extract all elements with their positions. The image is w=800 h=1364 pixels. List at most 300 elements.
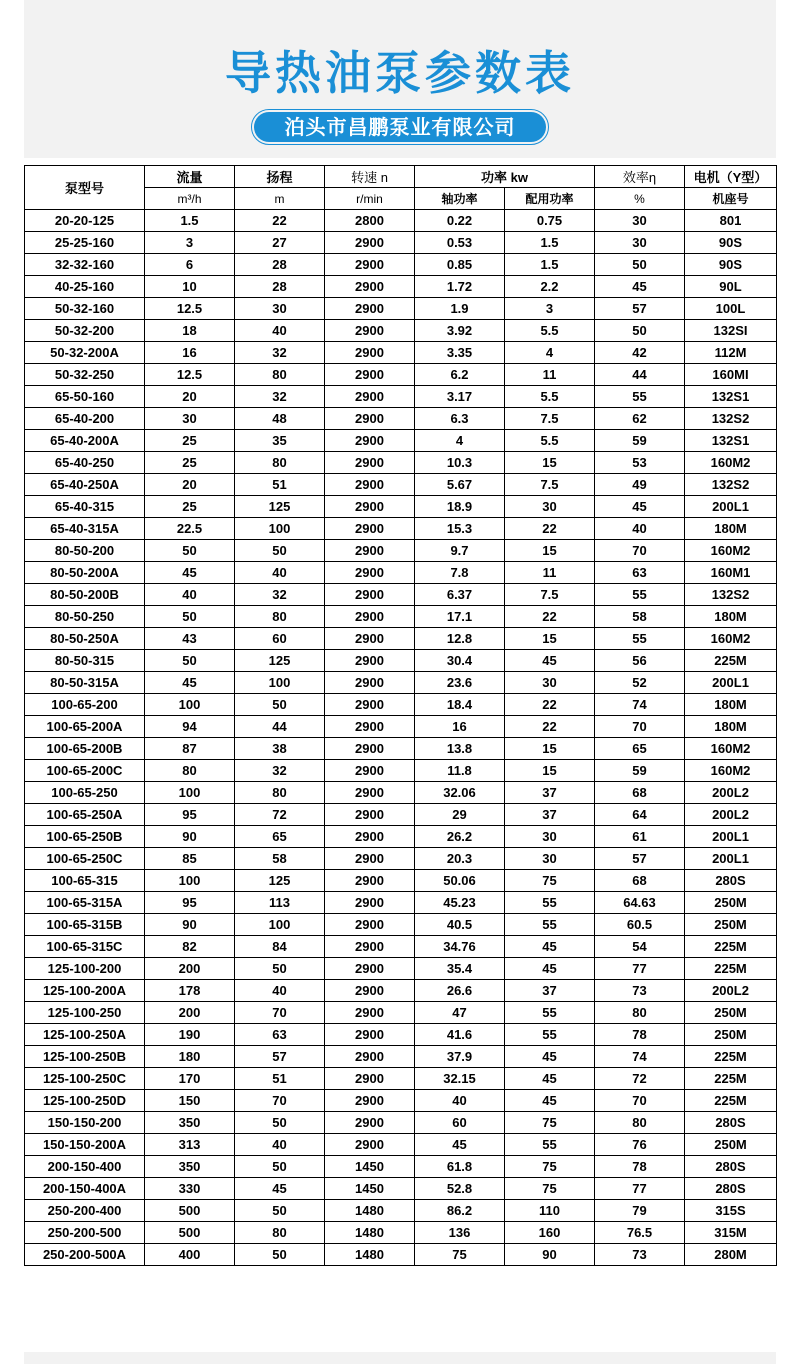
- cell-model: 125-100-250C: [25, 1068, 145, 1090]
- header-flow-unit: m³/h: [145, 188, 235, 210]
- cell-shaft-power: 7.8: [415, 562, 505, 584]
- cell-frame: 90S: [685, 254, 777, 276]
- cell-frame: 225M: [685, 1046, 777, 1068]
- cell-flow: 170: [145, 1068, 235, 1090]
- cell-head: 48: [235, 408, 325, 430]
- cell-model: 50-32-200: [25, 320, 145, 342]
- cell-shaft-power: 1.72: [415, 276, 505, 298]
- cell-shaft-power: 45.23: [415, 892, 505, 914]
- cell-model: 200-150-400A: [25, 1178, 145, 1200]
- cell-matched-power: 4: [505, 342, 595, 364]
- cell-efficiency: 64: [595, 804, 685, 826]
- cell-speed: 2900: [325, 716, 415, 738]
- cell-matched-power: 30: [505, 672, 595, 694]
- cell-shaft-power: 45: [415, 1134, 505, 1156]
- cell-flow: 200: [145, 1002, 235, 1024]
- table-row: [25, 848, 777, 870]
- cell-efficiency: 63: [595, 562, 685, 584]
- cell-flow: 25: [145, 496, 235, 518]
- cell-matched-power: 5.5: [505, 386, 595, 408]
- cell-flow: 100: [145, 782, 235, 804]
- cell-flow: 3: [145, 232, 235, 254]
- cell-efficiency: 55: [595, 628, 685, 650]
- cell-efficiency: 55: [595, 386, 685, 408]
- table-row: [25, 430, 777, 452]
- cell-matched-power: 5.5: [505, 430, 595, 452]
- cell-head: 70: [235, 1090, 325, 1112]
- cell-model: 125-100-200A: [25, 980, 145, 1002]
- cell-efficiency: 42: [595, 342, 685, 364]
- cell-shaft-power: 0.85: [415, 254, 505, 276]
- cell-flow: 50: [145, 606, 235, 628]
- cell-matched-power: 22: [505, 518, 595, 540]
- cell-matched-power: 5.5: [505, 320, 595, 342]
- cell-matched-power: 45: [505, 1090, 595, 1112]
- table-row: [25, 892, 777, 914]
- cell-frame: 250M: [685, 1002, 777, 1024]
- cell-speed: 2900: [325, 430, 415, 452]
- cell-shaft-power: 18.9: [415, 496, 505, 518]
- header-frame: 机座号: [685, 188, 777, 210]
- cell-shaft-power: 26.6: [415, 980, 505, 1002]
- cell-matched-power: 7.5: [505, 474, 595, 496]
- cell-shaft-power: 0.53: [415, 232, 505, 254]
- cell-speed: 2900: [325, 1112, 415, 1134]
- cell-flow: 50: [145, 540, 235, 562]
- cell-frame: 315S: [685, 1200, 777, 1222]
- cell-matched-power: 55: [505, 1134, 595, 1156]
- cell-efficiency: 30: [595, 232, 685, 254]
- cell-efficiency: 74: [595, 694, 685, 716]
- cell-frame: 180M: [685, 694, 777, 716]
- cell-speed: 2900: [325, 1090, 415, 1112]
- cell-speed: 1480: [325, 1222, 415, 1244]
- cell-model: 65-40-200A: [25, 430, 145, 452]
- cell-efficiency: 77: [595, 1178, 685, 1200]
- cell-head: 50: [235, 540, 325, 562]
- cell-speed: 2900: [325, 254, 415, 276]
- cell-model: 20-20-125: [25, 210, 145, 232]
- cell-matched-power: 22: [505, 716, 595, 738]
- cell-efficiency: 77: [595, 958, 685, 980]
- table-row: [25, 1068, 777, 1090]
- cell-model: 100-65-250C: [25, 848, 145, 870]
- cell-head: 100: [235, 672, 325, 694]
- cell-matched-power: 160: [505, 1222, 595, 1244]
- cell-speed: 2800: [325, 210, 415, 232]
- cell-speed: 1450: [325, 1156, 415, 1178]
- cell-head: 80: [235, 364, 325, 386]
- page-title: 导热油泵参数表: [225, 46, 575, 100]
- table-row: [25, 958, 777, 980]
- table-row: [25, 1046, 777, 1068]
- cell-matched-power: 45: [505, 1046, 595, 1068]
- cell-speed: 2900: [325, 298, 415, 320]
- cell-flow: 500: [145, 1200, 235, 1222]
- cell-efficiency: 68: [595, 870, 685, 892]
- cell-flow: 45: [145, 672, 235, 694]
- cell-speed: 2900: [325, 364, 415, 386]
- table-row: [25, 606, 777, 628]
- cell-model: 50-32-250: [25, 364, 145, 386]
- cell-matched-power: 110: [505, 1200, 595, 1222]
- cell-flow: 190: [145, 1024, 235, 1046]
- cell-flow: 43: [145, 628, 235, 650]
- cell-speed: 1480: [325, 1244, 415, 1266]
- table-row: [25, 782, 777, 804]
- cell-efficiency: 72: [595, 1068, 685, 1090]
- cell-model: 50-32-160: [25, 298, 145, 320]
- cell-matched-power: 45: [505, 650, 595, 672]
- cell-efficiency: 80: [595, 1112, 685, 1134]
- header-row-1: [25, 166, 777, 188]
- table-row: [25, 1200, 777, 1222]
- cell-frame: 132S1: [685, 386, 777, 408]
- cell-head: 30: [235, 298, 325, 320]
- cell-frame: 132SI: [685, 320, 777, 342]
- cell-model: 125-100-250B: [25, 1046, 145, 1068]
- cell-efficiency: 64.63: [595, 892, 685, 914]
- cell-flow: 12.5: [145, 364, 235, 386]
- cell-frame: 100L: [685, 298, 777, 320]
- cell-head: 100: [235, 914, 325, 936]
- cell-shaft-power: 32.06: [415, 782, 505, 804]
- cell-speed: 2900: [325, 628, 415, 650]
- cell-matched-power: 55: [505, 1024, 595, 1046]
- header-motor: 电机（Y型）: [685, 166, 777, 188]
- cell-matched-power: 0.75: [505, 210, 595, 232]
- cell-head: 32: [235, 386, 325, 408]
- cell-frame: 801: [685, 210, 777, 232]
- cell-head: 80: [235, 1222, 325, 1244]
- cell-shaft-power: 41.6: [415, 1024, 505, 1046]
- cell-frame: 160MI: [685, 364, 777, 386]
- cell-flow: 100: [145, 694, 235, 716]
- cell-flow: 82: [145, 936, 235, 958]
- cell-efficiency: 56: [595, 650, 685, 672]
- cell-model: 200-150-400: [25, 1156, 145, 1178]
- cell-flow: 400: [145, 1244, 235, 1266]
- cell-matched-power: 30: [505, 826, 595, 848]
- cell-speed: 2900: [325, 606, 415, 628]
- cell-matched-power: 7.5: [505, 584, 595, 606]
- cell-efficiency: 80: [595, 1002, 685, 1024]
- cell-frame: 250M: [685, 892, 777, 914]
- cell-speed: 2900: [325, 650, 415, 672]
- cell-efficiency: 54: [595, 936, 685, 958]
- cell-head: 38: [235, 738, 325, 760]
- table-row: [25, 320, 777, 342]
- cell-flow: 22.5: [145, 518, 235, 540]
- cell-model: 100-65-200A: [25, 716, 145, 738]
- cell-head: 40: [235, 1134, 325, 1156]
- cell-frame: 225M: [685, 1090, 777, 1112]
- table-row: [25, 804, 777, 826]
- cell-speed: 2900: [325, 232, 415, 254]
- cell-frame: 280S: [685, 1178, 777, 1200]
- cell-flow: 85: [145, 848, 235, 870]
- cell-efficiency: 76: [595, 1134, 685, 1156]
- header-speed-unit: r/min: [325, 188, 415, 210]
- cell-head: 51: [235, 1068, 325, 1090]
- cell-model: 125-100-250: [25, 1002, 145, 1024]
- header-head: 扬程: [235, 166, 325, 188]
- cell-head: 80: [235, 452, 325, 474]
- cell-matched-power: 55: [505, 892, 595, 914]
- cell-frame: 160M2: [685, 540, 777, 562]
- cell-speed: 2900: [325, 694, 415, 716]
- cell-head: 50: [235, 1244, 325, 1266]
- cell-speed: 2900: [325, 1068, 415, 1090]
- table-row: [25, 738, 777, 760]
- cell-shaft-power: 23.6: [415, 672, 505, 694]
- cell-head: 84: [235, 936, 325, 958]
- cell-efficiency: 61: [595, 826, 685, 848]
- cell-model: 80-50-200: [25, 540, 145, 562]
- cell-shaft-power: 9.7: [415, 540, 505, 562]
- cell-model: 250-200-500: [25, 1222, 145, 1244]
- cell-frame: 180M: [685, 606, 777, 628]
- cell-model: 100-65-200C: [25, 760, 145, 782]
- cell-model: 125-100-250D: [25, 1090, 145, 1112]
- cell-efficiency: 73: [595, 1244, 685, 1266]
- cell-flow: 90: [145, 914, 235, 936]
- cell-frame: 200L1: [685, 826, 777, 848]
- cell-model: 100-65-200: [25, 694, 145, 716]
- cell-flow: 150: [145, 1090, 235, 1112]
- cell-model: 100-65-315B: [25, 914, 145, 936]
- cell-speed: 2900: [325, 342, 415, 364]
- table-row: [25, 1156, 777, 1178]
- cell-flow: 10: [145, 276, 235, 298]
- cell-frame: 200L1: [685, 496, 777, 518]
- cell-model: 250-200-500A: [25, 1244, 145, 1266]
- cell-shaft-power: 60: [415, 1112, 505, 1134]
- cell-frame: 315M: [685, 1222, 777, 1244]
- cell-shaft-power: 13.8: [415, 738, 505, 760]
- cell-flow: 350: [145, 1112, 235, 1134]
- cell-speed: 2900: [325, 1046, 415, 1068]
- cell-model: 65-40-315A: [25, 518, 145, 540]
- cell-shaft-power: 3.35: [415, 342, 505, 364]
- table-row: [25, 914, 777, 936]
- cell-head: 113: [235, 892, 325, 914]
- cell-flow: 40: [145, 584, 235, 606]
- cell-efficiency: 74: [595, 1046, 685, 1068]
- cell-efficiency: 57: [595, 298, 685, 320]
- cell-head: 58: [235, 848, 325, 870]
- cell-head: 28: [235, 276, 325, 298]
- cell-shaft-power: 15.3: [415, 518, 505, 540]
- cell-model: 80-50-200A: [25, 562, 145, 584]
- cell-head: 125: [235, 496, 325, 518]
- cell-shaft-power: 1.9: [415, 298, 505, 320]
- cell-model: 150-150-200: [25, 1112, 145, 1134]
- cell-shaft-power: 18.4: [415, 694, 505, 716]
- table-row: [25, 254, 777, 276]
- cell-efficiency: 40: [595, 518, 685, 540]
- table-row: [25, 408, 777, 430]
- cell-shaft-power: 10.3: [415, 452, 505, 474]
- cell-shaft-power: 3.92: [415, 320, 505, 342]
- cell-speed: 2900: [325, 980, 415, 1002]
- cell-head: 50: [235, 1200, 325, 1222]
- cell-frame: 160M2: [685, 760, 777, 782]
- cell-shaft-power: 6.37: [415, 584, 505, 606]
- cell-matched-power: 75: [505, 870, 595, 892]
- cell-speed: 2900: [325, 826, 415, 848]
- cell-matched-power: 37: [505, 980, 595, 1002]
- cell-shaft-power: 6.2: [415, 364, 505, 386]
- cell-speed: 2900: [325, 1002, 415, 1024]
- cell-matched-power: 22: [505, 606, 595, 628]
- header-flow: 流量: [145, 166, 235, 188]
- table-row: [25, 1178, 777, 1200]
- cell-frame: 160M2: [685, 452, 777, 474]
- cell-shaft-power: 12.8: [415, 628, 505, 650]
- cell-flow: 87: [145, 738, 235, 760]
- cell-model: 100-65-315C: [25, 936, 145, 958]
- header-shaft-power: 轴功率: [415, 188, 505, 210]
- cell-frame: 132S2: [685, 474, 777, 496]
- cell-matched-power: 90: [505, 1244, 595, 1266]
- cell-speed: 2900: [325, 408, 415, 430]
- cell-head: 27: [235, 232, 325, 254]
- cell-efficiency: 58: [595, 606, 685, 628]
- table-row: [25, 1112, 777, 1134]
- cell-frame: 280M: [685, 1244, 777, 1266]
- cell-model: 80-50-250A: [25, 628, 145, 650]
- table-row: [25, 496, 777, 518]
- table-row: [25, 474, 777, 496]
- cell-efficiency: 70: [595, 540, 685, 562]
- table-row: [25, 364, 777, 386]
- cell-model: 80-50-315: [25, 650, 145, 672]
- header-power: 功率 kw: [415, 166, 595, 188]
- cell-head: 80: [235, 782, 325, 804]
- table-row: [25, 298, 777, 320]
- cell-efficiency: 79: [595, 1200, 685, 1222]
- table-row: [25, 1244, 777, 1266]
- cell-flow: 95: [145, 892, 235, 914]
- cell-efficiency: 76.5: [595, 1222, 685, 1244]
- cell-efficiency: 50: [595, 320, 685, 342]
- cell-speed: 2900: [325, 386, 415, 408]
- cell-efficiency: 44: [595, 364, 685, 386]
- cell-matched-power: 30: [505, 496, 595, 518]
- cell-flow: 20: [145, 474, 235, 496]
- cell-flow: 180: [145, 1046, 235, 1068]
- cell-model: 65-40-250: [25, 452, 145, 474]
- cell-matched-power: 37: [505, 782, 595, 804]
- cell-speed: 1480: [325, 1200, 415, 1222]
- cell-frame: 200L1: [685, 848, 777, 870]
- table-row: [25, 694, 777, 716]
- cell-flow: 1.5: [145, 210, 235, 232]
- cell-speed: 2900: [325, 452, 415, 474]
- cell-speed: 2900: [325, 584, 415, 606]
- cell-shaft-power: 75: [415, 1244, 505, 1266]
- cell-shaft-power: 61.8: [415, 1156, 505, 1178]
- cell-frame: 250M: [685, 914, 777, 936]
- cell-head: 51: [235, 474, 325, 496]
- cell-speed: 2900: [325, 760, 415, 782]
- cell-head: 40: [235, 980, 325, 1002]
- cell-frame: 280S: [685, 1112, 777, 1134]
- cell-matched-power: 15: [505, 452, 595, 474]
- cell-flow: 200: [145, 958, 235, 980]
- cell-flow: 500: [145, 1222, 235, 1244]
- table-row: [25, 210, 777, 232]
- cell-model: 25-25-160: [25, 232, 145, 254]
- cell-frame: 250M: [685, 1134, 777, 1156]
- cell-frame: 280S: [685, 870, 777, 892]
- cell-flow: 20: [145, 386, 235, 408]
- cell-efficiency: 52: [595, 672, 685, 694]
- cell-head: 50: [235, 694, 325, 716]
- cell-model: 80-50-200B: [25, 584, 145, 606]
- cell-speed: 2900: [325, 276, 415, 298]
- header-efficiency-unit: %: [595, 188, 685, 210]
- cell-head: 63: [235, 1024, 325, 1046]
- cell-head: 60: [235, 628, 325, 650]
- cell-speed: 2900: [325, 518, 415, 540]
- cell-matched-power: 7.5: [505, 408, 595, 430]
- cell-shaft-power: 35.4: [415, 958, 505, 980]
- cell-shaft-power: 86.2: [415, 1200, 505, 1222]
- cell-speed: 2900: [325, 870, 415, 892]
- table-row: [25, 870, 777, 892]
- cell-flow: 25: [145, 452, 235, 474]
- cell-shaft-power: 47: [415, 1002, 505, 1024]
- table-row: [25, 1024, 777, 1046]
- table-row: [25, 760, 777, 782]
- cell-frame: 132S2: [685, 584, 777, 606]
- table-row: [25, 386, 777, 408]
- cell-frame: 160M1: [685, 562, 777, 584]
- cell-model: 125-100-250A: [25, 1024, 145, 1046]
- cell-frame: 200L1: [685, 672, 777, 694]
- cell-shaft-power: 37.9: [415, 1046, 505, 1068]
- cell-efficiency: 30: [595, 210, 685, 232]
- header-speed: 转速 n: [325, 166, 415, 188]
- cell-model: 100-65-250B: [25, 826, 145, 848]
- footer-background: [24, 1352, 776, 1364]
- cell-efficiency: 62: [595, 408, 685, 430]
- header-head-unit: m: [235, 188, 325, 210]
- cell-matched-power: 15: [505, 628, 595, 650]
- cell-shaft-power: 40: [415, 1090, 505, 1112]
- cell-model: 100-65-200B: [25, 738, 145, 760]
- cell-matched-power: 75: [505, 1112, 595, 1134]
- cell-matched-power: 55: [505, 914, 595, 936]
- header-matched-power: 配用功率: [505, 188, 595, 210]
- cell-frame: 200L2: [685, 782, 777, 804]
- cell-efficiency: 50: [595, 254, 685, 276]
- cell-speed: 1450: [325, 1178, 415, 1200]
- cell-head: 32: [235, 760, 325, 782]
- cell-frame: 250M: [685, 1024, 777, 1046]
- cell-shaft-power: 136: [415, 1222, 505, 1244]
- cell-efficiency: 60.5: [595, 914, 685, 936]
- table-row: [25, 540, 777, 562]
- cell-flow: 12.5: [145, 298, 235, 320]
- cell-speed: 2900: [325, 936, 415, 958]
- cell-efficiency: 57: [595, 848, 685, 870]
- cell-shaft-power: 11.8: [415, 760, 505, 782]
- cell-shaft-power: 34.76: [415, 936, 505, 958]
- cell-frame: 90L: [685, 276, 777, 298]
